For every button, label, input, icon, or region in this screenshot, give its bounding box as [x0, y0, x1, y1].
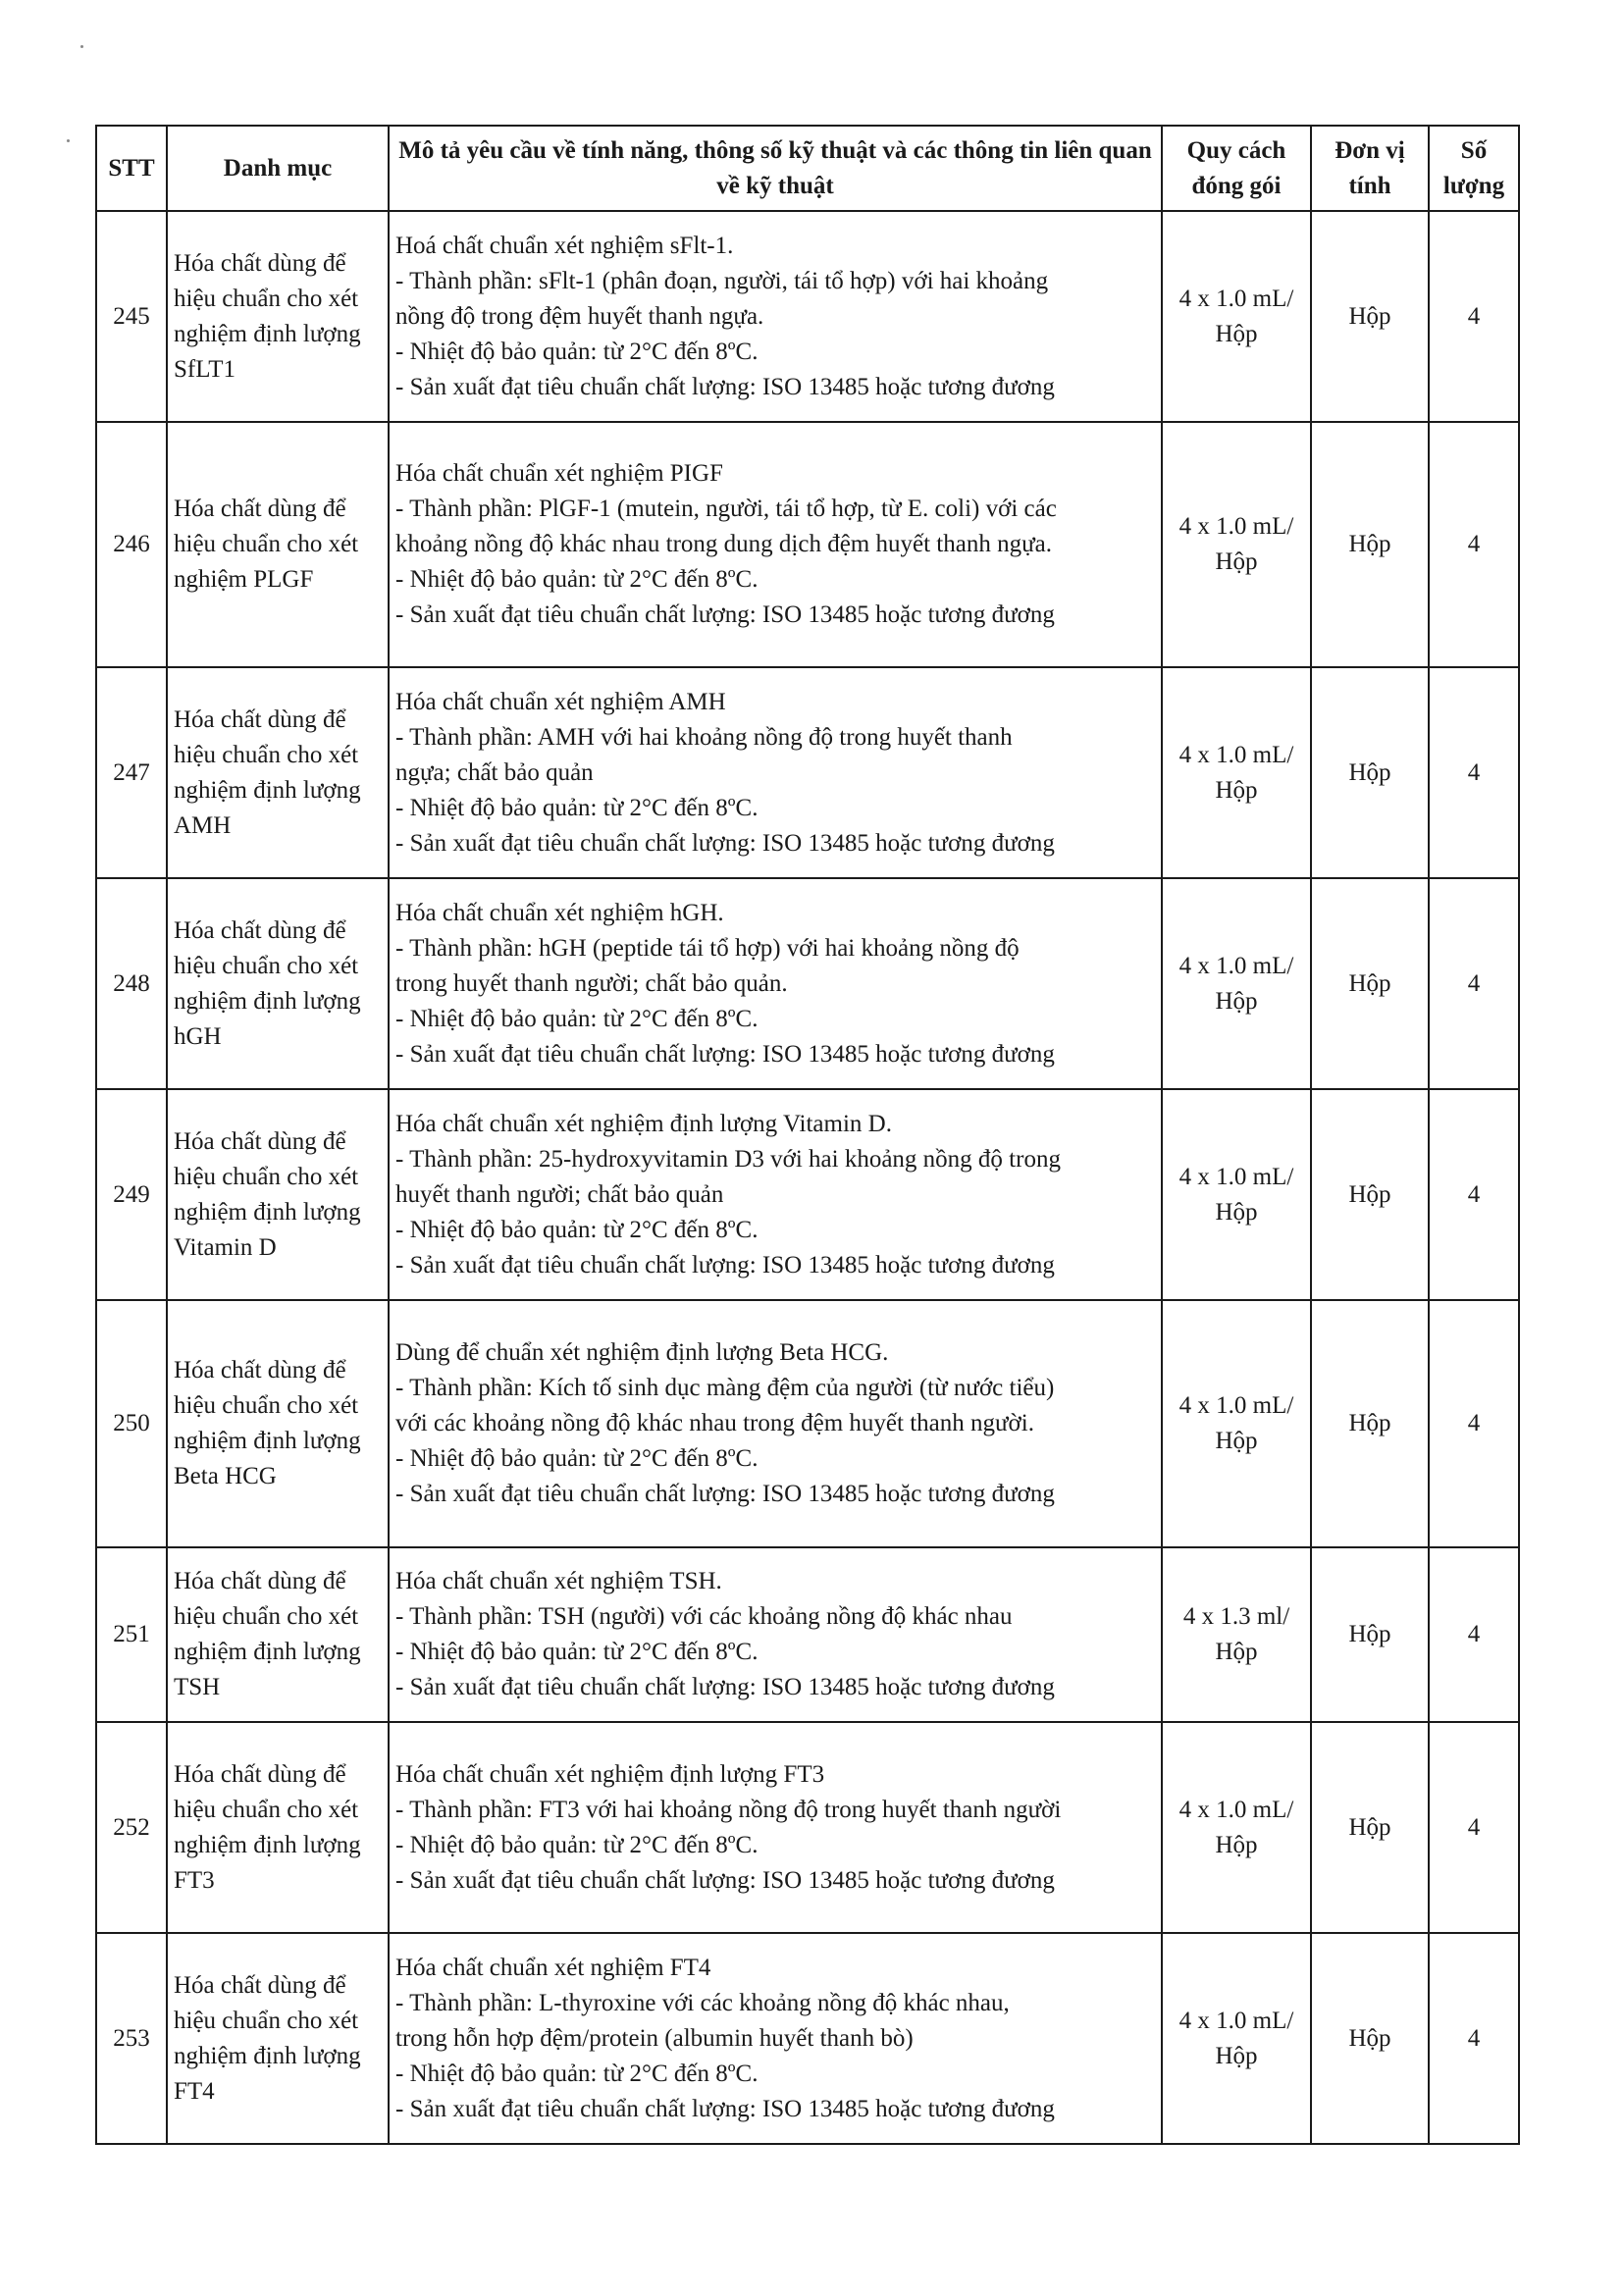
specification-table	[95, 125, 1520, 2145]
description-line: - Thành phần: L-thyroxine với các khoảng nồng độ khác nhau,	[395, 1989, 1010, 2016]
table-row	[96, 211, 1519, 422]
packaging-line: Hộp	[1215, 1639, 1258, 1665]
row-quantity: 4	[1429, 667, 1519, 878]
row-stt: 247	[96, 667, 167, 878]
table-row	[96, 1933, 1519, 2144]
description-line: trong huyết thanh người; chất bảo quản.	[395, 969, 788, 997]
header-packaging: Quy cách đóng gói	[1162, 126, 1311, 211]
description-line: huyết thanh người; chất bảo quản	[395, 1180, 724, 1208]
packaging-line: 4 x 1.0 mL/	[1178, 952, 1294, 979]
header-quantity: Số lượng	[1429, 126, 1519, 211]
description-line: - Sản xuất đạt tiêu chuẩn chất lượng: ISO 13485 hoặc tương đương	[395, 1251, 1055, 1278]
table-row	[96, 422, 1519, 667]
row-category: Hóa chất dùng để hiệu chuẩn cho xét nghiệm định lượng FT3	[167, 1722, 389, 1933]
row-quantity: 4	[1429, 878, 1519, 1089]
description-line: - Nhiệt độ bảo quản: từ 2°C đến 8ºC.	[395, 1005, 759, 1032]
header-category: Danh mục	[167, 126, 389, 211]
row-unit: Hộp	[1311, 1933, 1429, 2144]
description-line: - Sản xuất đạt tiêu chuẩn chất lượng: ISO 13485 hoặc tương đương	[395, 829, 1055, 857]
table-body	[96, 211, 1519, 2144]
description-line: khoảng nồng độ khác nhau trong dung dịch đệm huyết thanh ngựa.	[395, 531, 1052, 557]
header-description: Mô tả yêu cầu về tính năng, thông số kỹ thuật và các thông tin liên quan về kỹ thuật	[389, 126, 1162, 211]
row-unit: Hộp	[1311, 1089, 1429, 1300]
row-category: Hóa chất dùng để hiệu chuẩn cho xét nghiệm định lượng AMH	[167, 667, 389, 878]
scan-speck	[80, 45, 83, 48]
packaging-line: Hộp	[1215, 1428, 1258, 1454]
description-line: - Thành phần: TSH (người) với các khoảng nồng độ khác nhau	[395, 1603, 1013, 1630]
description-line: - Sản xuất đạt tiêu chuẩn chất lượng: ISO 13485 hoặc tương đương	[395, 1674, 1055, 1700]
description-line: nồng độ trong đệm huyết thanh ngựa.	[395, 302, 764, 330]
row-description	[389, 211, 1162, 422]
description-line: - Nhiệt độ bảo quản: từ 2°C đến 8ºC.	[395, 2060, 759, 2087]
row-category: Hóa chất dùng để hiệu chuẩn cho xét nghiệm định lượng Vitamin D	[167, 1089, 389, 1300]
description-line: Hóa chất chuẩn xét nghiệm FT4	[395, 1954, 711, 1981]
row-description	[389, 1089, 1162, 1300]
description-line: - Thành phần: AMH với hai khoảng nồng độ trong huyết thanh	[395, 723, 1013, 751]
row-category: Hóa chất dùng để hiệu chuẩn cho xét nghiệm định lượng hGH	[167, 878, 389, 1089]
row-packaging	[1162, 667, 1311, 878]
row-description	[389, 422, 1162, 667]
description-line: Hoá chất chuẩn xét nghiệm sFlt-1.	[395, 232, 734, 259]
description-line: - Sản xuất đạt tiêu chuẩn chất lượng: ISO 13485 hoặc tương đương	[395, 1866, 1055, 1894]
description-line: với các khoảng nồng độ khác nhau trong đệm huyết thanh người.	[395, 1410, 1034, 1436]
row-category: Hóa chất dùng để hiệu chuẩn cho xét nghiệm định lượng TSH	[167, 1547, 389, 1722]
row-packaging	[1162, 211, 1311, 422]
description-line: ngựa; chất bảo quản	[395, 758, 594, 786]
description-line: - Thành phần: FT3 với hai khoảng nồng độ trong huyết thanh người	[395, 1796, 1062, 1823]
row-packaging	[1162, 1300, 1311, 1547]
packaging-line: 4 x 1.0 mL/	[1178, 1392, 1294, 1419]
header-stt: STT	[96, 126, 167, 211]
description-line: - Sản xuất đạt tiêu chuẩn chất lượng: ISO 13485 hoặc tương đương	[395, 1040, 1055, 1068]
table-row	[96, 1089, 1519, 1300]
row-description	[389, 1547, 1162, 1722]
packaging-line: Hộp	[1215, 776, 1258, 804]
packaging-line: Hộp	[1215, 1198, 1258, 1226]
row-description	[389, 878, 1162, 1089]
packaging-line: Hộp	[1215, 548, 1258, 575]
table-row	[96, 1547, 1519, 1722]
row-stt: 246	[96, 422, 167, 667]
row-unit: Hộp	[1311, 422, 1429, 667]
description-line: trong hỗn hợp đệm/protein (albumin huyết thanh bò)	[395, 2024, 914, 2052]
description-line: - Nhiệt độ bảo quản: từ 2°C đến 8ºC.	[395, 1216, 759, 1243]
packaging-line: Hộp	[1215, 1831, 1258, 1858]
packaging-line: Hộp	[1215, 987, 1258, 1015]
row-quantity: 4	[1429, 422, 1519, 667]
row-quantity: 4	[1429, 1722, 1519, 1933]
row-description	[389, 1722, 1162, 1933]
description-line: - Nhiệt độ bảo quản: từ 2°C đến 8ºC.	[395, 566, 759, 593]
row-quantity: 4	[1429, 1547, 1519, 1722]
row-stt: 248	[96, 878, 167, 1089]
description-line: - Sản xuất đạt tiêu chuẩn chất lượng: ISO 13485 hoặc tương đương	[395, 1481, 1055, 1507]
row-packaging	[1162, 422, 1311, 667]
row-packaging	[1162, 1547, 1311, 1722]
packaging-line: 4 x 1.3 ml/	[1182, 1603, 1290, 1630]
description-line: Dùng để chuẩn xét nghiệm định lượng Beta HCG.	[395, 1339, 889, 1366]
description-line: Hóa chất chuẩn xét nghiệm định lượng Vitamin D.	[395, 1110, 892, 1137]
row-unit: Hộp	[1311, 1300, 1429, 1547]
description-line: - Thành phần: 25-hydroxyvitamin D3 với hai khoảng nồng độ trong	[395, 1145, 1061, 1173]
description-line: - Nhiệt độ bảo quản: từ 2°C đến 8ºC.	[395, 1445, 759, 1472]
description-line: Hóa chất chuẩn xét nghiệm TSH.	[395, 1568, 722, 1594]
description-line: - Thành phần: PlGF-1 (mutein, người, tái tổ hợp, từ E. coli) với các	[395, 496, 1057, 522]
description-line: Hóa chất chuẩn xét nghiệm PIGF	[395, 460, 723, 487]
description-line: - Sản xuất đạt tiêu chuẩn chất lượng: ISO 13485 hoặc tương đương	[395, 2095, 1055, 2122]
description-line: - Thành phần: hGH (peptide tái tổ hợp) với hai khoảng nồng độ	[395, 934, 1020, 962]
description-line: - Sản xuất đạt tiêu chuẩn chất lượng: ISO 13485 hoặc tương đương	[395, 601, 1055, 628]
packaging-line: 4 x 1.0 mL/	[1178, 285, 1294, 312]
description-line: Hóa chất chuẩn xét nghiệm AMH	[395, 688, 726, 715]
description-line: - Nhiệt độ bảo quản: từ 2°C đến 8ºC.	[395, 1639, 759, 1665]
packaging-line: Hộp	[1215, 2042, 1258, 2069]
table-row	[96, 1300, 1519, 1547]
packaging-line: 4 x 1.0 mL/	[1178, 2007, 1294, 2034]
description-line: - Thành phần: sFlt-1 (phân đoạn, người, tái tổ hợp) với hai khoảng	[395, 267, 1049, 294]
row-unit: Hộp	[1311, 1547, 1429, 1722]
description-line: Hóa chất chuẩn xét nghiệm định lượng FT3	[395, 1760, 825, 1788]
description-line: - Sản xuất đạt tiêu chuẩn chất lượng: ISO 13485 hoặc tương đương	[395, 373, 1055, 400]
row-quantity: 4	[1429, 1300, 1519, 1547]
row-category: Hóa chất dùng để hiệu chuẩn cho xét nghiệm định lượng FT4	[167, 1933, 389, 2144]
scan-speck	[67, 139, 70, 142]
row-stt: 249	[96, 1089, 167, 1300]
row-category: Hóa chất dùng để hiệu chuẩn cho xét nghiệm định lượng Beta HCG	[167, 1300, 389, 1547]
row-description	[389, 1300, 1162, 1547]
packaging-line: 4 x 1.0 mL/	[1178, 513, 1294, 540]
packaging-line: 4 x 1.0 mL/	[1178, 1163, 1294, 1190]
description-line: - Nhiệt độ bảo quản: từ 2°C đến 8ºC.	[395, 338, 759, 365]
header-unit: Đơn vị tính	[1311, 126, 1429, 211]
table-row	[96, 878, 1519, 1089]
description-line: - Nhiệt độ bảo quản: từ 2°C đến 8ºC.	[395, 794, 759, 821]
row-category: Hóa chất dùng để hiệu chuẩn cho xét nghiệm định lượng SfLT1	[167, 211, 389, 422]
row-unit: Hộp	[1311, 667, 1429, 878]
row-stt: 250	[96, 1300, 167, 1547]
row-unit: Hộp	[1311, 211, 1429, 422]
row-quantity: 4	[1429, 1933, 1519, 2144]
row-category: Hóa chất dùng để hiệu chuẩn cho xét nghiệm PLGF	[167, 422, 389, 667]
row-description	[389, 1933, 1162, 2144]
table-header-row	[96, 126, 1519, 211]
row-packaging	[1162, 1933, 1311, 2144]
row-packaging	[1162, 878, 1311, 1089]
table-row	[96, 667, 1519, 878]
description-line: Hóa chất chuẩn xét nghiệm hGH.	[395, 899, 724, 926]
description-line: - Nhiệt độ bảo quản: từ 2°C đến 8ºC.	[395, 1831, 759, 1858]
row-stt: 251	[96, 1547, 167, 1722]
packaging-line: 4 x 1.0 mL/	[1178, 741, 1294, 768]
row-unit: Hộp	[1311, 1722, 1429, 1933]
packaging-line: Hộp	[1215, 320, 1258, 347]
row-packaging	[1162, 1089, 1311, 1300]
description-line: - Thành phần: Kích tố sinh dục màng đệm của người (từ nước tiểu)	[395, 1375, 1055, 1401]
row-stt: 253	[96, 1933, 167, 2144]
row-description	[389, 667, 1162, 878]
row-packaging	[1162, 1722, 1311, 1933]
row-stt: 245	[96, 211, 167, 422]
row-quantity: 4	[1429, 211, 1519, 422]
table-row	[96, 1722, 1519, 1933]
row-stt: 252	[96, 1722, 167, 1933]
row-unit: Hộp	[1311, 878, 1429, 1089]
row-quantity: 4	[1429, 1089, 1519, 1300]
packaging-line: 4 x 1.0 mL/	[1178, 1796, 1294, 1823]
